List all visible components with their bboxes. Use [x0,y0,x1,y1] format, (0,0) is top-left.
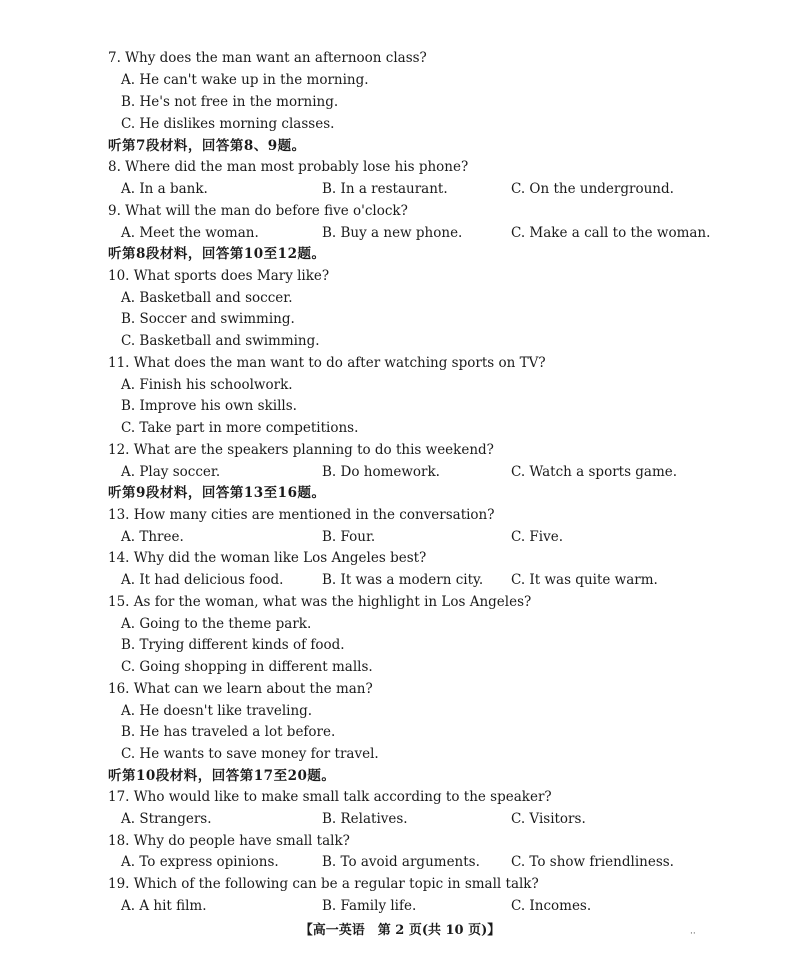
question-13-stem: 13. How many cities are mentioned in the conversation? [108,507,495,523]
question-8-option-a: A. In a bank. [121,181,208,197]
question-16-option-a: A. He doesn't like traveling. [121,703,313,719]
question-19-stem: 19. Which of the following can be a regular topic in small talk? [108,876,539,892]
question-18-option-c: C. To show friendliness. [511,854,674,870]
corner-mark: ·· [690,929,696,939]
question-12-option-c: C. Watch a sports game. [511,464,678,480]
question-13-option-b: B. Four. [322,529,376,545]
section-8-instruction: 听第8段材料，回答第10至12题。 [108,246,326,262]
question-19-option-c: C. Incomes. [511,898,592,914]
question-8-stem: 8. Where did the man most probably lose his phone? [108,159,469,175]
question-15-option-a: A. Going to the theme park. [121,616,312,632]
question-12-option-b: B. Do homework. [322,464,440,480]
question-11-option-c: C. Take part in more competitions. [121,420,359,436]
question-14-option-b: B. It was a modern city. [322,572,484,588]
question-19-option-a: A. A hit film. [121,898,207,914]
question-14-option-c: C. It was quite warm. [511,572,658,588]
question-11-option-b: B. Improve his own skills. [121,398,297,414]
question-9-option-a: A. Meet the woman. [121,225,259,241]
question-10-option-c: C. Basketball and swimming. [121,333,320,349]
question-10-stem: 10. What sports does Mary like? [108,268,330,284]
question-15-stem: 15. As for the woman, what was the highlight in Los Angeles? [108,594,532,610]
question-17-option-c: C. Visitors. [511,811,586,827]
question-15-option-c: C. Going shopping in different malls. [121,659,373,675]
question-17-option-a: A. Strangers. [121,811,212,827]
question-18-stem: 18. Why do people have small talk? [108,833,350,849]
question-8-option-b: B. In a restaurant. [322,181,448,197]
question-19-option-b: B. Family life. [322,898,417,914]
question-16-option-c: C. He wants to save money for travel. [121,746,379,762]
page-footer: 【高一英语 第 2 页(共 10 页)】 [299,923,501,938]
question-11-option-a: A. Finish his schoolwork. [121,377,293,393]
question-7-option-a: A. He can't wake up in the morning. [121,72,369,88]
question-7-option-c: C. He dislikes morning classes. [121,116,335,132]
question-17-stem: 17. Who would like to make small talk according to the speaker? [108,789,552,805]
question-9-stem: 9. What will the man do before five o'clock? [108,203,408,219]
question-11-stem: 11. What does the man want to do after watching sports on TV? [108,355,546,371]
question-15-option-b: B. Trying different kinds of food. [121,637,345,653]
question-14-option-a: A. It had delicious food. [121,572,284,588]
question-13-option-c: C. Five. [511,529,564,545]
question-18-option-b: B. To avoid arguments. [322,854,480,870]
section-10-instruction: 听第10段材料，回答第17至20题。 [108,768,336,784]
section-9-instruction: 听第9段材料，回答第13至16题。 [108,485,326,501]
question-14-stem: 14. Why did the woman like Los Angeles best? [108,550,427,566]
question-16-stem: 16. What can we learn about the man? [108,681,373,697]
question-8-option-c: C. On the underground. [511,181,674,197]
question-7-stem: 7. Why does the man want an afternoon class? [108,50,427,66]
question-13-option-a: A. Three. [121,529,184,545]
question-16-option-b: B. He has traveled a lot before. [121,724,336,740]
question-18-option-a: A. To express opinions. [121,854,279,870]
question-10-option-a: A. Basketball and soccer. [121,290,293,306]
question-12-stem: 12. What are the speakers planning to do this weekend? [108,442,494,458]
question-17-option-b: B. Relatives. [322,811,408,827]
question-12-option-a: A. Play soccer. [121,464,221,480]
question-9-option-c: C. Make a call to the woman. [511,225,711,241]
question-7-option-b: B. He's not free in the morning. [121,94,339,110]
question-9-option-b: B. Buy a new phone. [322,225,463,241]
section-7-instruction: 听第7段材料，回答第8、9题。 [108,138,306,154]
question-10-option-b: B. Soccer and swimming. [121,311,295,327]
